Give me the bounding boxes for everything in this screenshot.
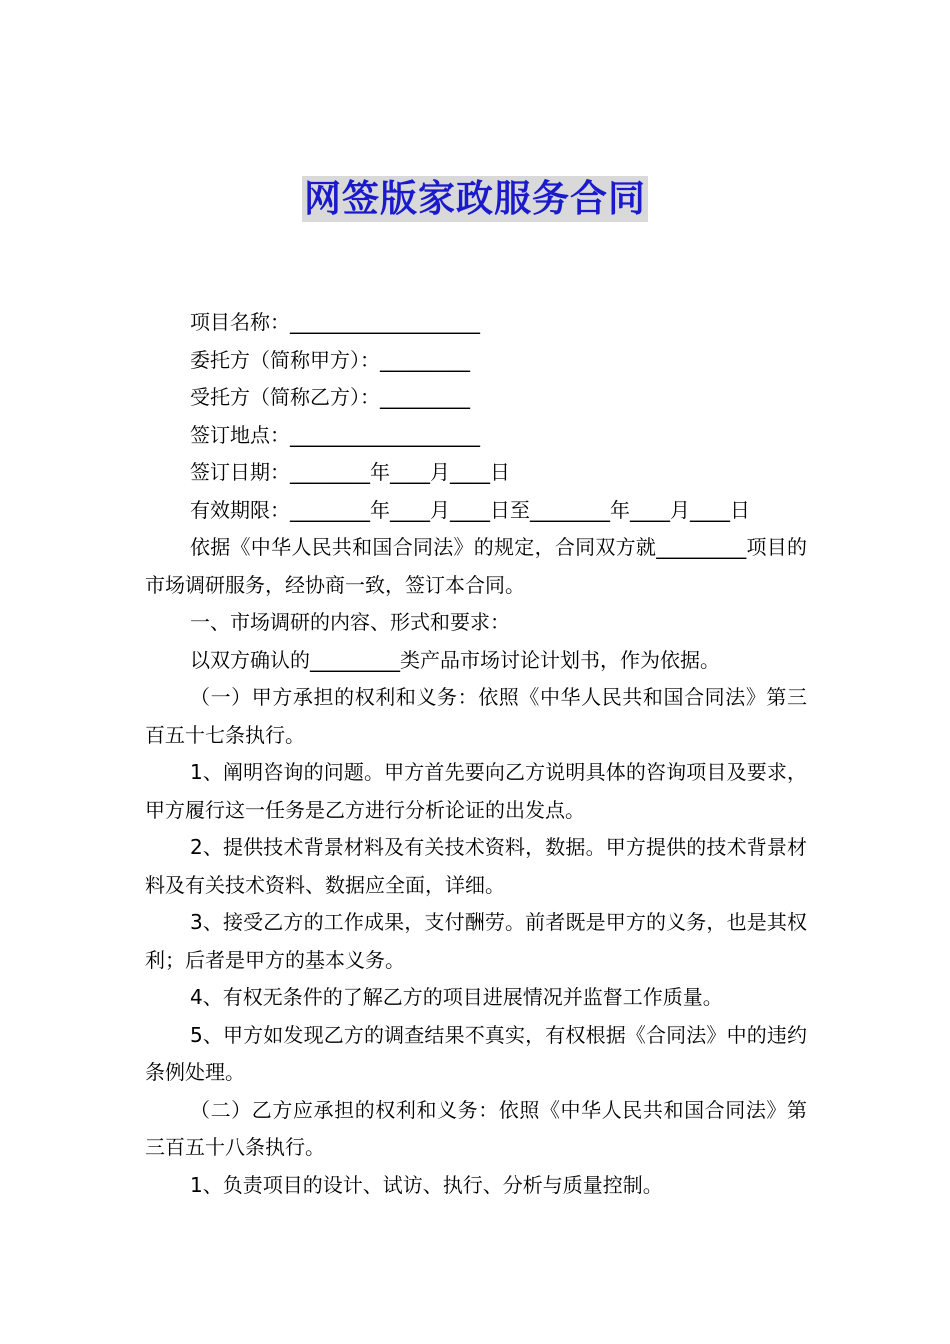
title-container — [0, 176, 950, 222]
subsection-heading: （二）乙方应承担的权利和义务：依照《中华人民共和国合同法》第三百五十八条执行。 — [145, 1097, 807, 1159]
list-item: 5、甲方如发现乙方的调查结果不真实，有权根据《合同法》中的违约条例处理。 — [145, 1022, 807, 1084]
section-heading: 一、市场调研的内容、形式和要求： — [190, 610, 510, 634]
list-item: 3、接受乙方的工作成果，支付酬劳。前者既是甲方的义务，也是其权利；后者是甲方的基本义务。 — [145, 910, 807, 972]
list-item: 4、有权无条件的了解乙方的项目进展情况并监督工作质量。 — [190, 985, 723, 1009]
field-contractor: 受托方（简称乙方）：_________ — [190, 385, 470, 409]
list-item: 1、阐明咨询的问题。甲方首先要向乙方说明具体的咨询项目及要求，甲方履行这一任务是乙方进行分析论证的出发点。 — [145, 760, 807, 822]
list-item: 1、负责项目的设计、试访、执行、分析与质量控制。 — [190, 1172, 663, 1197]
document-body — [145, 304, 807, 1204]
field-signing-place: 签订地点：___________________ — [190, 422, 480, 447]
paragraph: 以双方确认的_________类产品市场讨论计划书，作为依据。 — [190, 647, 720, 672]
field-validity-period: 有效期限：________年____月____日至________年____月____日 — [190, 497, 750, 522]
field-project-name: 项目名称：___________________ — [190, 310, 480, 334]
list-item: 2、提供技术背景材料及有关技术资料，数据。甲方提供的技术背景材料及有关技术资料、数据应全面，详细。 — [145, 835, 807, 897]
document-title: 网签版家政服务合同 — [304, 177, 646, 220]
paragraph: 依据《中华人民共和国合同法》的规定，合同双方就_________项目的市场调研服务，经协商一致，签订本合同。 — [145, 535, 807, 597]
field-signing-date: 签订日期：________年____月____日 — [190, 460, 510, 484]
subsection-heading: （一）甲方承担的权利和义务：依照《中华人民共和国合同法》第三百五十七条执行。 — [145, 685, 807, 747]
field-client: 委托方（简称甲方）：_________ — [190, 347, 470, 372]
